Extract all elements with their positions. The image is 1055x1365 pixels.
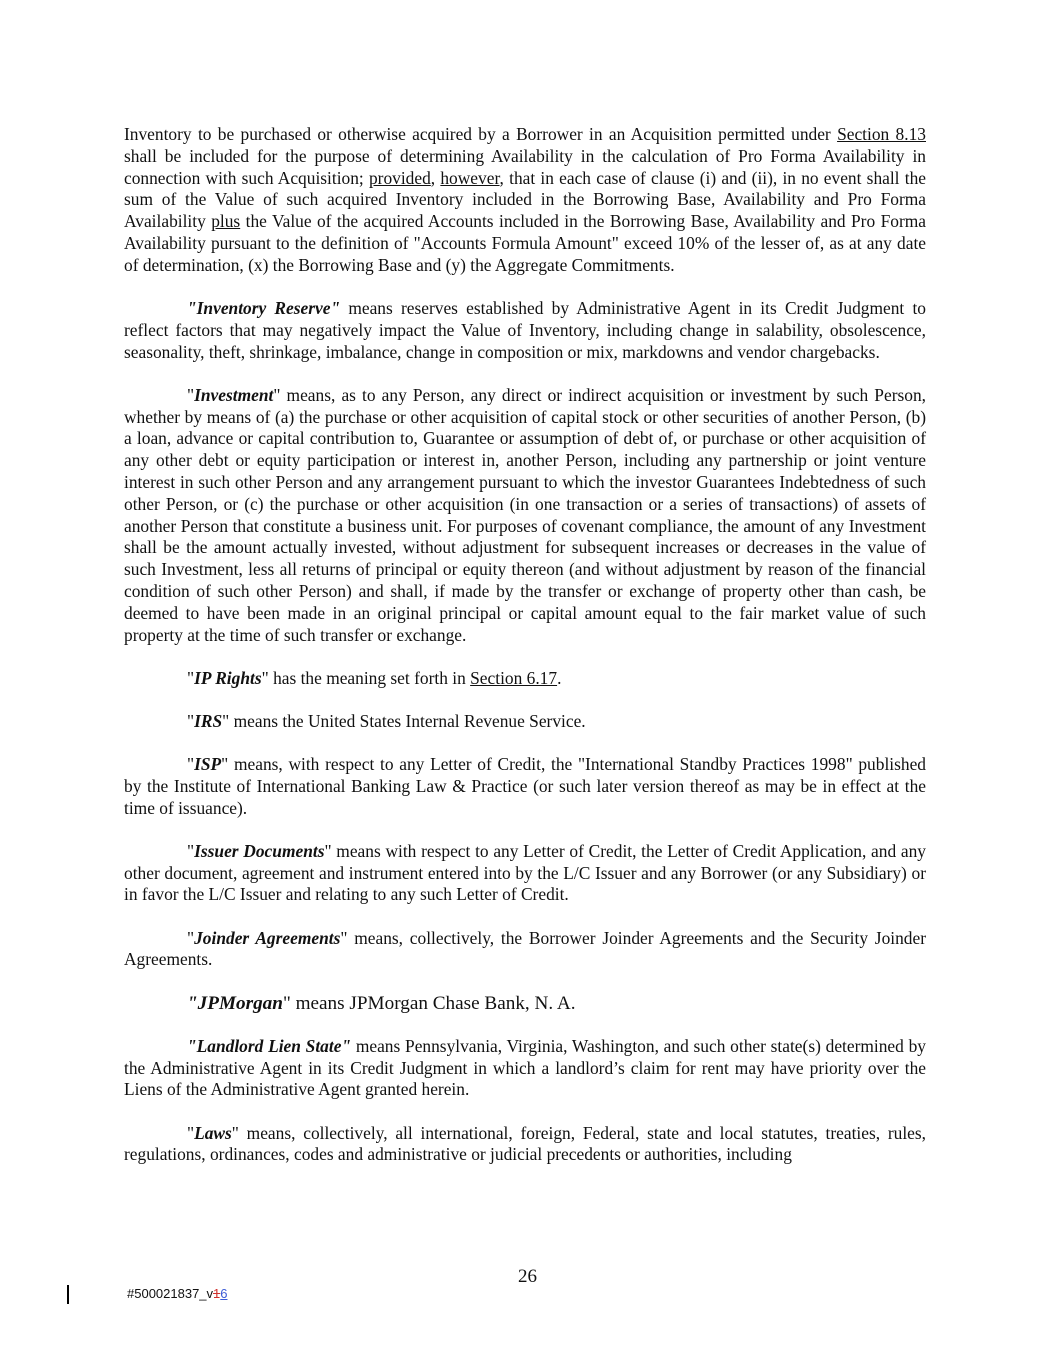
document-id: #500021837_v16 bbox=[127, 1286, 228, 1301]
page-number: 26 bbox=[518, 1266, 537, 1287]
section-ref-6-17: Section 6.17 bbox=[470, 667, 558, 688]
provided-term: provided bbox=[368, 167, 431, 188]
paragraph-inventory-continued: Inventory to be purchased or otherwise acquired by a Borrower in an Acquisition permitted under Section 8.13 shall be included for the purpose of determining Availability in the calculation of Pro Forma Availability in connection with such Acquisition; provided, however, that in each case of clause (i) and (ii), in no event shall the sum of the Value of such acquired Inventory included in the Borrowing Base, Availability and Pro Forma Availability plus the Value of the acquired Accounts included in the Borrowing Base, Availability and Pro Forma Availability pursuant to the definition of "Accounts Formula Amount" exceed 10% of the lesser of, as at any date of determination, (x) the Borrowing Base and (y) the Aggregate Commitments. bbox=[124, 124, 926, 275]
definition-investment: "Investment" means, as to any Person, any direct or indirect acquisition or investment by such Person, whether by means of (a) the purchase or other acquisition of capital stock or other securities of another Person, (b) a loan, advance or capital contribution to, Guarantee or assumption of debt of, or purchase or other acquisition of any other debt or equity participation or interest in, another Person, including any partnership or joint venture interest in such other Person and any arrangement pursuant to which the investor Guarantees Indebtedness of such other Person, or (c) the purchase or other acquisition (in one transaction or a series of transactions) of assets of another Person that constitute a business unit. For purposes of covenant compliance, the amount of any Investment shall be the amount actually invested, without adjustment for subsequent increases or decreases in the value of such Investment, less all returns of principal or equity thereon (and without adjustment by reason of the financial condition of such other Person) and shall, if made by the transfer or exchange of property other than cash, be deemed to have been made in an original principal or capital amount equal to the fair market value of such property at the time of such transfer or exchange. bbox=[124, 384, 926, 645]
definition-irs: "IRS" means the United States Internal Revenue Service. bbox=[187, 710, 586, 731]
definition-inventory-reserve: "Inventory Reserve" means reserves established by Administrative Agent in its Credit Judgment to reflect factors that may negatively impact the Value of Inventory, including change in salability, obsolescence, seasonality, theft, shrinkage, imbalance, change in composition or mix, markdowns and vendor chargebacks. bbox=[124, 297, 927, 362]
document-body bbox=[124, 124, 926, 1188]
definition-isp: "ISP" means, with respect to any Letter of Credit, the "International Standby Practices 1998" published by the Institute of International Banking Law & Practice (or such later version thereof as may be in effect at the time of issuance). bbox=[124, 754, 926, 818]
definition-issuer-documents: "Issuer Documents" means with respect to any Letter of Credit, the Letter of Credit Application, and any other document, agreement and instrument entered into by the L/C Issuer and any Borrower (or any Subsidiary) or in favor the L/C Issuer and relating to any such Letter of Credit. bbox=[124, 840, 926, 905]
definition-jpmorgan: "JPMorgan" means JPMorgan Chase Bank, N. A. bbox=[187, 992, 576, 1014]
inserted-revision: 6 bbox=[220, 1286, 228, 1301]
defined-term: ISP bbox=[194, 754, 222, 775]
definition-landlord-lien-state: "Landlord Lien State" means Pennsylvania, Virginia, Washington, and such other state(s) determined by the Administrative Agent in its Credit Judgment in which a landlord’s claim for rent may have priority over the Liens of the Administrative Agent granted herein. bbox=[124, 1035, 926, 1100]
definition-laws: "Laws" means, collectively, all international, foreign, Federal, state and local statutes, treaties, rules, regulations, ordinances, codes and administrative or judicial precedents or authorities, including bbox=[124, 1122, 926, 1165]
defined-term: Joinder Agreements bbox=[194, 927, 341, 948]
defined-term: Issuer Documents bbox=[194, 840, 325, 861]
defined-term: "Landlord Lien State" bbox=[187, 1035, 352, 1056]
defined-term: "Inventory Reserve" bbox=[187, 297, 341, 318]
deleted-revision: 1 bbox=[213, 1286, 221, 1301]
defined-term: IP Rights bbox=[194, 667, 262, 688]
however-term: however bbox=[440, 167, 500, 188]
defined-term: Laws bbox=[194, 1122, 232, 1143]
change-bar bbox=[67, 1285, 69, 1304]
defined-term: IRS bbox=[194, 710, 223, 731]
plus-term: plus bbox=[211, 211, 241, 232]
defined-term: Investment bbox=[194, 384, 274, 405]
section-ref-8-13: Section 8.13 bbox=[837, 124, 926, 144]
definition-joinder-agreements: "Joinder Agreements" means, collectively, the Borrower Joinder Agreements and the Security Joinder Agreements. bbox=[124, 927, 926, 970]
definition-ip-rights: "IP Rights" has the meaning set forth in Section 6.17. bbox=[187, 667, 562, 688]
defined-term: "JPMorgan bbox=[187, 992, 283, 1014]
